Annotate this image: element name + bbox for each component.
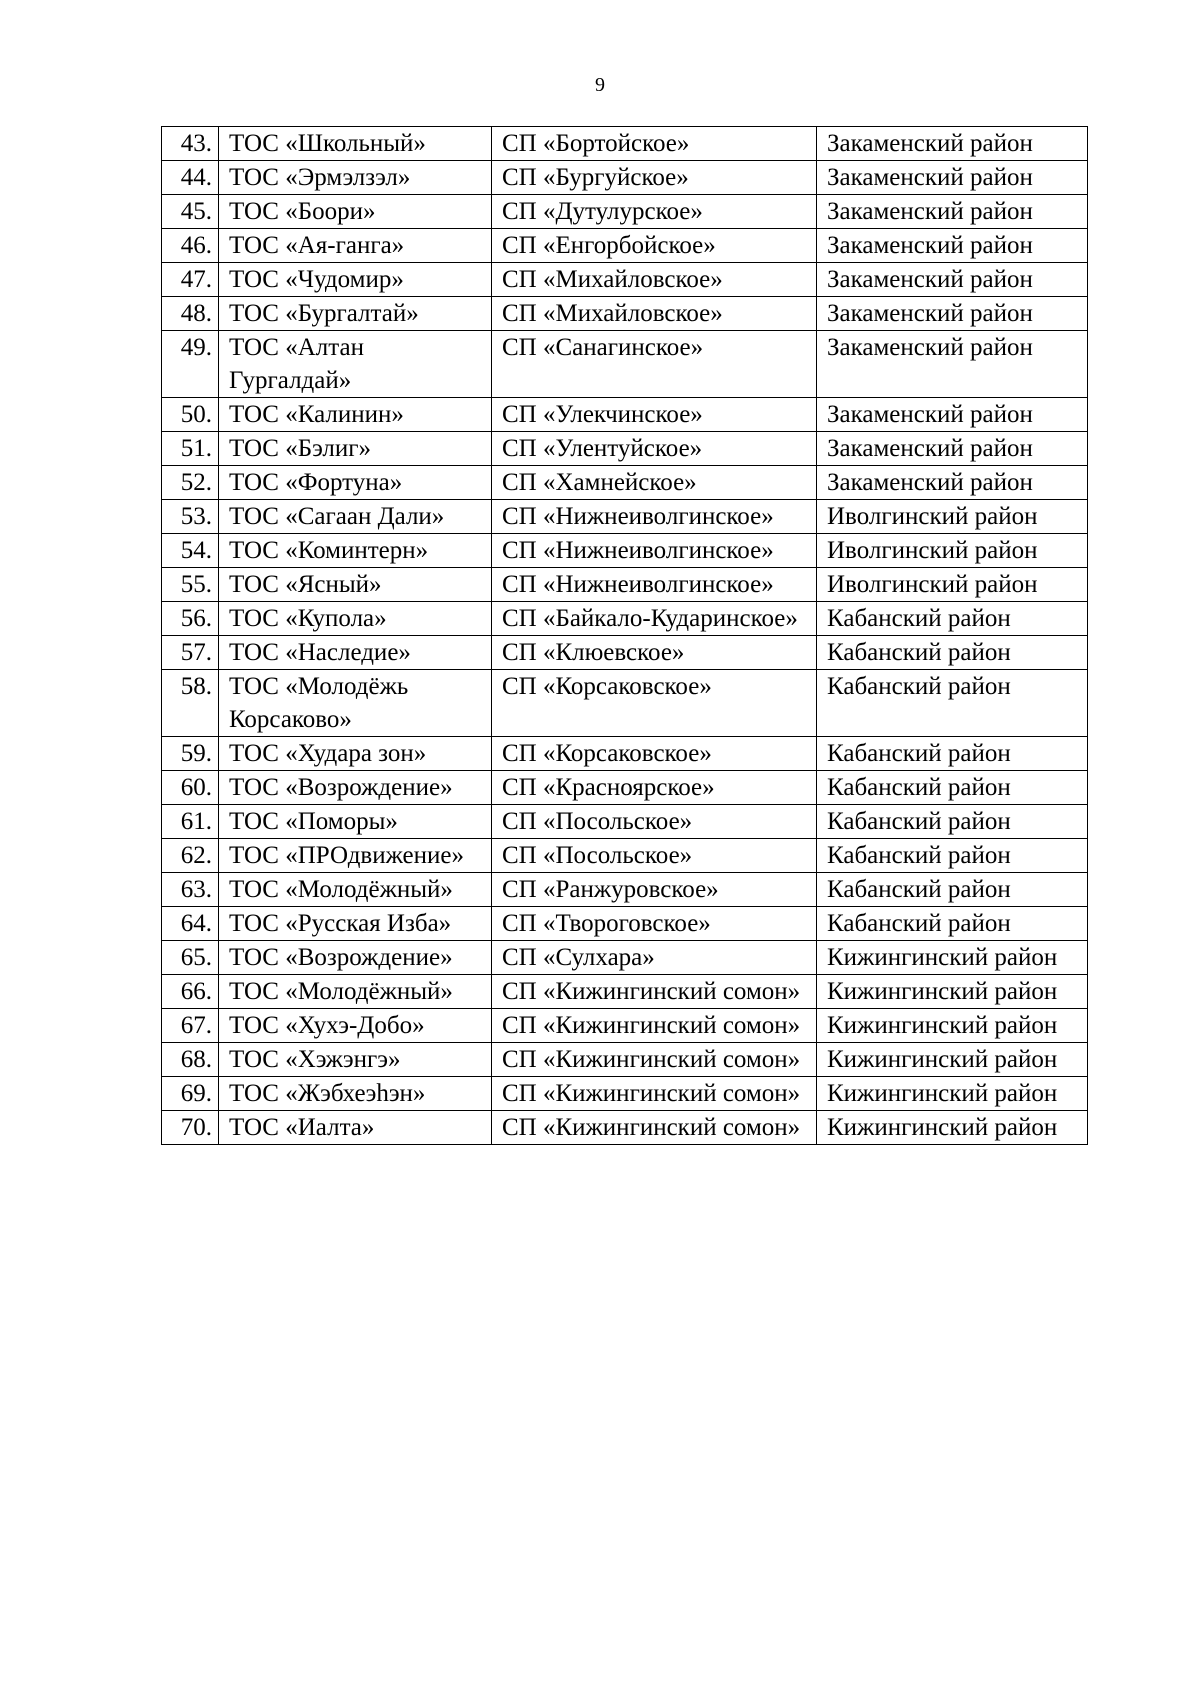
district-name-cell: Кижингинский район xyxy=(817,941,1088,975)
table-row xyxy=(162,127,1088,161)
district-name-cell: Кижингинский район xyxy=(817,975,1088,1009)
table-row xyxy=(162,195,1088,229)
district-name-cell: Закаменский район xyxy=(817,195,1088,229)
row-number-cell: 63. xyxy=(162,873,219,907)
row-number-cell: 53. xyxy=(162,500,219,534)
table-row xyxy=(162,636,1088,670)
table-row xyxy=(162,331,1088,398)
row-number-cell: 62. xyxy=(162,839,219,873)
tos-name-cell: ТОС «Эрмэлзэл» xyxy=(219,161,492,195)
row-number-cell: 64. xyxy=(162,907,219,941)
table-row xyxy=(162,161,1088,195)
tos-name-cell: ТОС «ПРОдвижение» xyxy=(219,839,492,873)
settlement-name-cell: СП «Дутулурское» xyxy=(492,195,817,229)
row-number-cell: 47. xyxy=(162,263,219,297)
district-name-cell: Кабанский район xyxy=(817,737,1088,771)
row-number-cell: 44. xyxy=(162,161,219,195)
row-number-cell: 43. xyxy=(162,127,219,161)
district-name-cell: Закаменский район xyxy=(817,331,1088,398)
table-row xyxy=(162,1077,1088,1111)
tos-registry-table xyxy=(161,126,1088,1145)
district-name-cell: Закаменский район xyxy=(817,127,1088,161)
settlement-name-cell: СП «Посольское» xyxy=(492,805,817,839)
table-row xyxy=(162,500,1088,534)
settlement-name-cell: СП «Бургуйское» xyxy=(492,161,817,195)
row-number-cell: 67. xyxy=(162,1009,219,1043)
table-row xyxy=(162,534,1088,568)
tos-name-cell: ТОС «Хухэ-Добо» xyxy=(219,1009,492,1043)
row-number-cell: 51. xyxy=(162,432,219,466)
district-name-cell: Кижингинский район xyxy=(817,1111,1088,1145)
table-row xyxy=(162,398,1088,432)
table-row xyxy=(162,839,1088,873)
district-name-cell: Иволгинский район xyxy=(817,534,1088,568)
table-row xyxy=(162,941,1088,975)
settlement-name-cell: СП «Твороговское» xyxy=(492,907,817,941)
settlement-name-cell: СП «Кижингинский сомон» xyxy=(492,1009,817,1043)
settlement-name-cell: СП «Нижнеиволгинское» xyxy=(492,534,817,568)
settlement-name-cell: СП «Улентуйское» xyxy=(492,432,817,466)
tos-name-cell: ТОС «Наследие» xyxy=(219,636,492,670)
row-number-cell: 48. xyxy=(162,297,219,331)
tos-name-cell: ТОС «Молодёжный» xyxy=(219,873,492,907)
settlement-name-cell: СП «Улекчинское» xyxy=(492,398,817,432)
settlement-name-cell: СП «Михайловское» xyxy=(492,263,817,297)
tos-name-cell: ТОС «Бэлиг» xyxy=(219,432,492,466)
row-number-cell: 68. xyxy=(162,1043,219,1077)
table-row xyxy=(162,1009,1088,1043)
district-name-cell: Кабанский район xyxy=(817,602,1088,636)
settlement-name-cell: СП «Кижингинский сомон» xyxy=(492,975,817,1009)
tos-name-cell: ТОС «Русская Изба» xyxy=(219,907,492,941)
settlement-name-cell: СП «Корсаковское» xyxy=(492,737,817,771)
district-name-cell: Кабанский район xyxy=(817,805,1088,839)
tos-name-cell: ТОС «Жэбхеэһэн» xyxy=(219,1077,492,1111)
table-row xyxy=(162,466,1088,500)
row-number-cell: 70. xyxy=(162,1111,219,1145)
district-name-cell: Закаменский район xyxy=(817,432,1088,466)
row-number-cell: 58. xyxy=(162,670,219,737)
row-number-cell: 65. xyxy=(162,941,219,975)
district-name-cell: Кабанский район xyxy=(817,670,1088,737)
district-name-cell: Кабанский район xyxy=(817,839,1088,873)
tos-name-cell: ТОС «Сагаан Дали» xyxy=(219,500,492,534)
settlement-name-cell: СП «Нижнеиволгинское» xyxy=(492,568,817,602)
district-name-cell: Иволгинский район xyxy=(817,568,1088,602)
tos-name-cell: ТОС «Алтан Гургалдай» xyxy=(219,331,492,398)
district-name-cell: Закаменский район xyxy=(817,398,1088,432)
table-row xyxy=(162,1111,1088,1145)
row-number-cell: 52. xyxy=(162,466,219,500)
district-name-cell: Кижингинский район xyxy=(817,1077,1088,1111)
district-name-cell: Кабанский район xyxy=(817,636,1088,670)
row-number-cell: 56. xyxy=(162,602,219,636)
settlement-name-cell: СП «Михайловское» xyxy=(492,297,817,331)
tos-name-cell: ТОС «Возрождение» xyxy=(219,941,492,975)
row-number-cell: 61. xyxy=(162,805,219,839)
settlement-name-cell: СП «Кижингинский сомон» xyxy=(492,1043,817,1077)
row-number-cell: 69. xyxy=(162,1077,219,1111)
tos-name-cell: ТОС «Калинин» xyxy=(219,398,492,432)
district-name-cell: Закаменский район xyxy=(817,229,1088,263)
row-number-cell: 50. xyxy=(162,398,219,432)
row-number-cell: 55. xyxy=(162,568,219,602)
tos-name-cell: ТОС «Ая-ганга» xyxy=(219,229,492,263)
district-name-cell: Закаменский район xyxy=(817,297,1088,331)
table-row xyxy=(162,263,1088,297)
tos-name-cell: ТОС «Иалта» xyxy=(219,1111,492,1145)
table-row xyxy=(162,975,1088,1009)
settlement-name-cell: СП «Посольское» xyxy=(492,839,817,873)
settlement-name-cell: СП «Кижингинский сомон» xyxy=(492,1111,817,1145)
district-name-cell: Кабанский район xyxy=(817,907,1088,941)
row-number-cell: 49. xyxy=(162,331,219,398)
table-row xyxy=(162,771,1088,805)
settlement-name-cell: СП «Санагинское» xyxy=(492,331,817,398)
settlement-name-cell: СП «Нижнеиволгинское» xyxy=(492,500,817,534)
settlement-name-cell: СП «Кижингинский сомон» xyxy=(492,1077,817,1111)
tos-name-cell: ТОС «Молодёжь Корсаково» xyxy=(219,670,492,737)
row-number-cell: 59. xyxy=(162,737,219,771)
table-row xyxy=(162,602,1088,636)
district-name-cell: Кижингинский район xyxy=(817,1009,1088,1043)
district-name-cell: Закаменский район xyxy=(817,263,1088,297)
tos-name-cell: ТОС «Чудомир» xyxy=(219,263,492,297)
table-row xyxy=(162,229,1088,263)
table-row xyxy=(162,670,1088,737)
tos-name-cell: ТОС «Ясный» xyxy=(219,568,492,602)
settlement-name-cell: СП «Красноярское» xyxy=(492,771,817,805)
row-number-cell: 45. xyxy=(162,195,219,229)
table-row xyxy=(162,432,1088,466)
district-name-cell: Кабанский район xyxy=(817,771,1088,805)
tos-name-cell: ТОС «Возрождение» xyxy=(219,771,492,805)
table-row xyxy=(162,1043,1088,1077)
table-row xyxy=(162,907,1088,941)
table-row xyxy=(162,805,1088,839)
tos-name-cell: ТОС «Фортуна» xyxy=(219,466,492,500)
tos-name-cell: ТОС «Молодёжный» xyxy=(219,975,492,1009)
district-name-cell: Кижингинский район xyxy=(817,1043,1088,1077)
table-row xyxy=(162,873,1088,907)
settlement-name-cell: СП «Енгорбойское» xyxy=(492,229,817,263)
table-row xyxy=(162,297,1088,331)
row-number-cell: 57. xyxy=(162,636,219,670)
district-name-cell: Иволгинский район xyxy=(817,500,1088,534)
page-number: 9 xyxy=(595,74,605,96)
row-number-cell: 46. xyxy=(162,229,219,263)
table-row xyxy=(162,737,1088,771)
tos-name-cell: ТОС «Худара зон» xyxy=(219,737,492,771)
settlement-name-cell: СП «Хамнейское» xyxy=(492,466,817,500)
tos-name-cell: ТОС «Боори» xyxy=(219,195,492,229)
district-name-cell: Кабанский район xyxy=(817,873,1088,907)
district-name-cell: Закаменский район xyxy=(817,161,1088,195)
settlement-name-cell: СП «Байкало-Кударинское» xyxy=(492,602,817,636)
table-body xyxy=(162,127,1088,1145)
row-number-cell: 54. xyxy=(162,534,219,568)
settlement-name-cell: СП «Бортойское» xyxy=(492,127,817,161)
row-number-cell: 60. xyxy=(162,771,219,805)
tos-name-cell: ТОС «Поморы» xyxy=(219,805,492,839)
tos-name-cell: ТОС «Коминтерн» xyxy=(219,534,492,568)
row-number-cell: 66. xyxy=(162,975,219,1009)
settlement-name-cell: СП «Сулхара» xyxy=(492,941,817,975)
settlement-name-cell: СП «Ранжуровское» xyxy=(492,873,817,907)
settlement-name-cell: СП «Клюевское» xyxy=(492,636,817,670)
settlement-name-cell: СП «Корсаковское» xyxy=(492,670,817,737)
tos-name-cell: ТОС «Школьный» xyxy=(219,127,492,161)
tos-name-cell: ТОС «Хэжэнгэ» xyxy=(219,1043,492,1077)
district-name-cell: Закаменский район xyxy=(817,466,1088,500)
table-row xyxy=(162,568,1088,602)
tos-name-cell: ТОС «Бургалтай» xyxy=(219,297,492,331)
tos-name-cell: ТОС «Купола» xyxy=(219,602,492,636)
